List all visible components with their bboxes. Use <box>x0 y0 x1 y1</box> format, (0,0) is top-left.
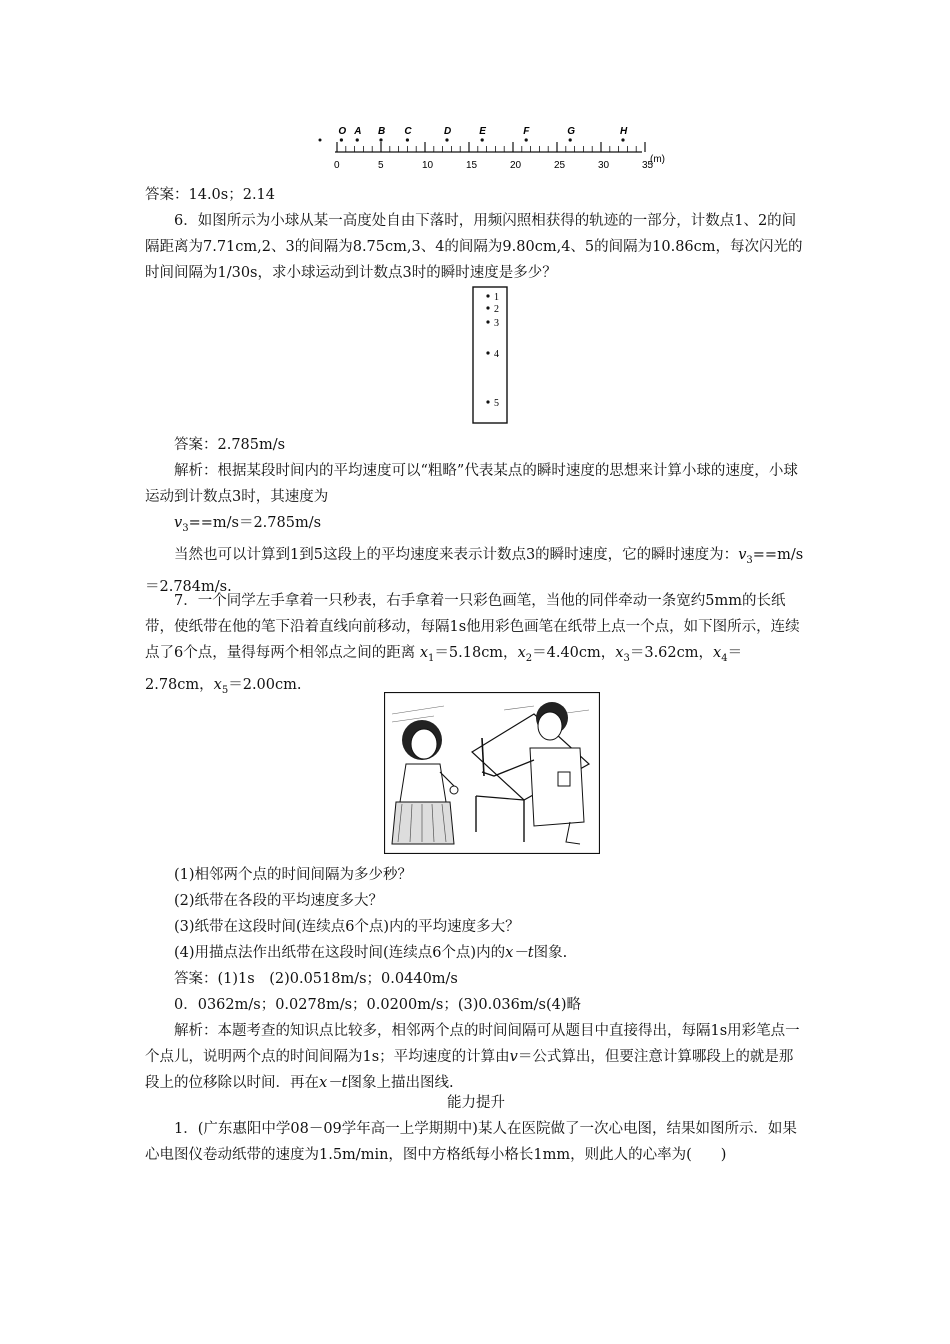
xt-label: x－t <box>319 1075 348 1091</box>
ruler-tick-label: 30 <box>598 160 610 171</box>
var-v: v <box>738 546 747 563</box>
var-v: v <box>174 515 183 531</box>
sub-3: 3 <box>746 554 753 566</box>
strip-dot <box>486 320 489 323</box>
strip-dot-label: 3 <box>494 318 499 329</box>
sub-question-2: (2)纸带在各段的平均速度多大？ <box>174 893 384 909</box>
sub-question-3: (3)纸带在这段时间(连续点6个点)内的平均速度多大？ <box>174 919 520 935</box>
strip-dot <box>486 351 489 354</box>
analysis-7-c: 图象上描出图线. <box>347 1075 454 1091</box>
ruler-tick-label: 15 <box>466 160 478 171</box>
ruler-point-dot <box>621 138 624 141</box>
ruler-tick-label: 10 <box>422 160 434 171</box>
sub-question-4 <box>145 940 807 966</box>
analysis-7-b: ＝公式算出，但要注意计算哪段上的就是那段上的位移除以时间．再在 <box>145 1049 794 1091</box>
question-7: 7．一个同学左手拿着一只秒表，右手拿着一只彩色画笔，当他的同伴牵动一条宽约5mm的长纸带，使纸带在他的笔下沿着直线向前移动，每隔1s他用彩色画笔在纸带上点一个点，如下图所示，连续点了6个点，量得每两个相邻点之间的距离 $x_1=5.18cm$，$x_2=4.40cm$，$x_3=3.62cm$，$x_4=2.78cm$，$x_5=2.00cm$. <box>145 593 800 696</box>
ruler-point-label: A <box>354 126 362 137</box>
sub-question-1: (1)相邻两个点的时间间隔为多少秒？ <box>174 867 413 883</box>
answer-6: 答案：2.785m/s <box>174 437 286 453</box>
var-x: x <box>713 645 722 661</box>
ruler-point-label: F <box>523 126 530 137</box>
var-v: v <box>509 1049 518 1065</box>
paper-tape-illustration <box>384 692 600 854</box>
answer-5: 答案：14.0s；2.14 <box>145 187 276 203</box>
analysis-7-a: 解析：本题考查的知识点比较多，相邻两个点的时间间隔可从题目中直接得出，每隔1s用彩笔点一个点儿，说明两个点的时间间隔为1s；平均速度的计算由 <box>145 1023 800 1065</box>
ruler-point-dot <box>340 138 343 141</box>
ruler-point-dot <box>406 138 409 141</box>
ruler-tick-label: 5 <box>378 160 384 171</box>
analysis-6: 解析：根据某段时间内的平均速度可以“粗略”代表某点的瞬时速度的思想来计算小球的速度，小球运动到计数点3时，其速度为 <box>145 463 798 505</box>
x1-value: ＝5.18cm， <box>434 645 518 661</box>
free-fall-strip-figure <box>472 286 512 426</box>
question-1: 1．(广东惠阳中学08－09学年高一上学期期中)某人在医院做了一次心电图，结果如图所示．如果心电图仪卷动纸带的速度为1.5m/min，图中方格纸每小格长1mm，则此人的心率为( ) <box>145 1121 797 1163</box>
section-title: 能力提升 <box>447 1095 505 1111</box>
x5-value: ＝2.00cm. <box>228 676 302 693</box>
ruler-figure <box>312 122 672 180</box>
ruler-point-dot <box>569 138 572 141</box>
ruler-lead-dot <box>319 139 322 142</box>
x4-value: ＝2.78cm， <box>145 645 743 693</box>
sq4-text: (4)用描点法作出纸带在这段时间(连续点6个点)内的 <box>174 945 506 961</box>
strip-dot-label: 2 <box>494 304 499 315</box>
x3-value: ＝3.62cm， <box>629 645 713 661</box>
ruler-point-label: D <box>444 126 452 137</box>
ruler-point-label: C <box>404 126 412 137</box>
ruler-point-dot <box>525 138 528 141</box>
formula-rest: ==m/s＝2.785m/s <box>188 515 322 531</box>
ruler-point-dot <box>356 138 359 141</box>
sub-3: 3 <box>182 522 189 534</box>
ruler-tick-label: 35 <box>642 160 654 171</box>
var-x: x <box>419 645 429 661</box>
x2-value: ＝4.40cm， <box>532 645 616 661</box>
strip-dot <box>486 400 489 403</box>
ruler-point-label: B <box>378 126 386 137</box>
strip-dot <box>486 306 489 309</box>
ruler-point-label: H <box>620 126 628 137</box>
alt-text: 当然也可以计算到1到5这段上的平均速度来表示计数点3的瞬时速度，它的瞬时速度为： <box>174 546 739 563</box>
q7-text: 7．一个同学左手拿着一只秒表，右手拿着一只彩色画笔，当他的同伴牵动一条宽约5mm的长纸带，使纸带在他的笔下沿着直线向前移动，每隔1s他用彩色画笔在纸带上点一个点，如下图所示，连续点了6个点，量得每两个相邻点之间的距离 <box>145 593 800 661</box>
var-x: x <box>615 645 624 661</box>
question-6: 6．如图所示为小球从某一高度处自由下落时，用频闪照相获得的轨迹的一部分，计数点1、2的间隔距离为7.71cm,2、3的间隔为8.75cm,3、4的间隔为9.80cm,4、5的间隔为10.86cm，每次闪光的时间间隔为1/30s，求小球运动到计数点3时的瞬时速度是多少？ <box>145 213 803 281</box>
answer-7-line1: 答案：(1)1s (2)0.0518m/s；0.0440m/s <box>174 971 458 987</box>
var-x: x <box>213 676 222 693</box>
strip-dot-label: 4 <box>494 349 499 360</box>
formula-rest: ==m/s＝2.784m/s. <box>145 546 804 595</box>
strip-dot-label: 5 <box>494 398 499 409</box>
ruler-tick-label: 25 <box>554 160 566 171</box>
ruler-tick-label: 20 <box>510 160 522 171</box>
ruler-point-label: E <box>479 126 486 137</box>
ruler-tick-label: 0 <box>334 160 340 171</box>
strip-dot <box>486 294 489 297</box>
ruler-unit: (m) <box>650 154 665 165</box>
sq4-suffix: 图象. <box>533 945 568 961</box>
analysis-7 <box>145 1018 807 1096</box>
ruler-point-dot <box>379 138 382 141</box>
ruler-point-dot <box>481 138 484 141</box>
formula-v3-1 <box>145 510 807 542</box>
answer-7-line2: 0．0362m/s；0.0278m/s；0.0200m/s；(3)0.036m/s(4)略 <box>174 997 581 1013</box>
ruler-point-label: O <box>338 126 347 137</box>
ruler-point-dot <box>445 138 448 141</box>
strip-dot-label: 1 <box>494 292 499 303</box>
xt-label: x－t <box>505 945 534 961</box>
var-x: x <box>517 645 526 661</box>
ruler-point-label: G <box>567 126 575 137</box>
